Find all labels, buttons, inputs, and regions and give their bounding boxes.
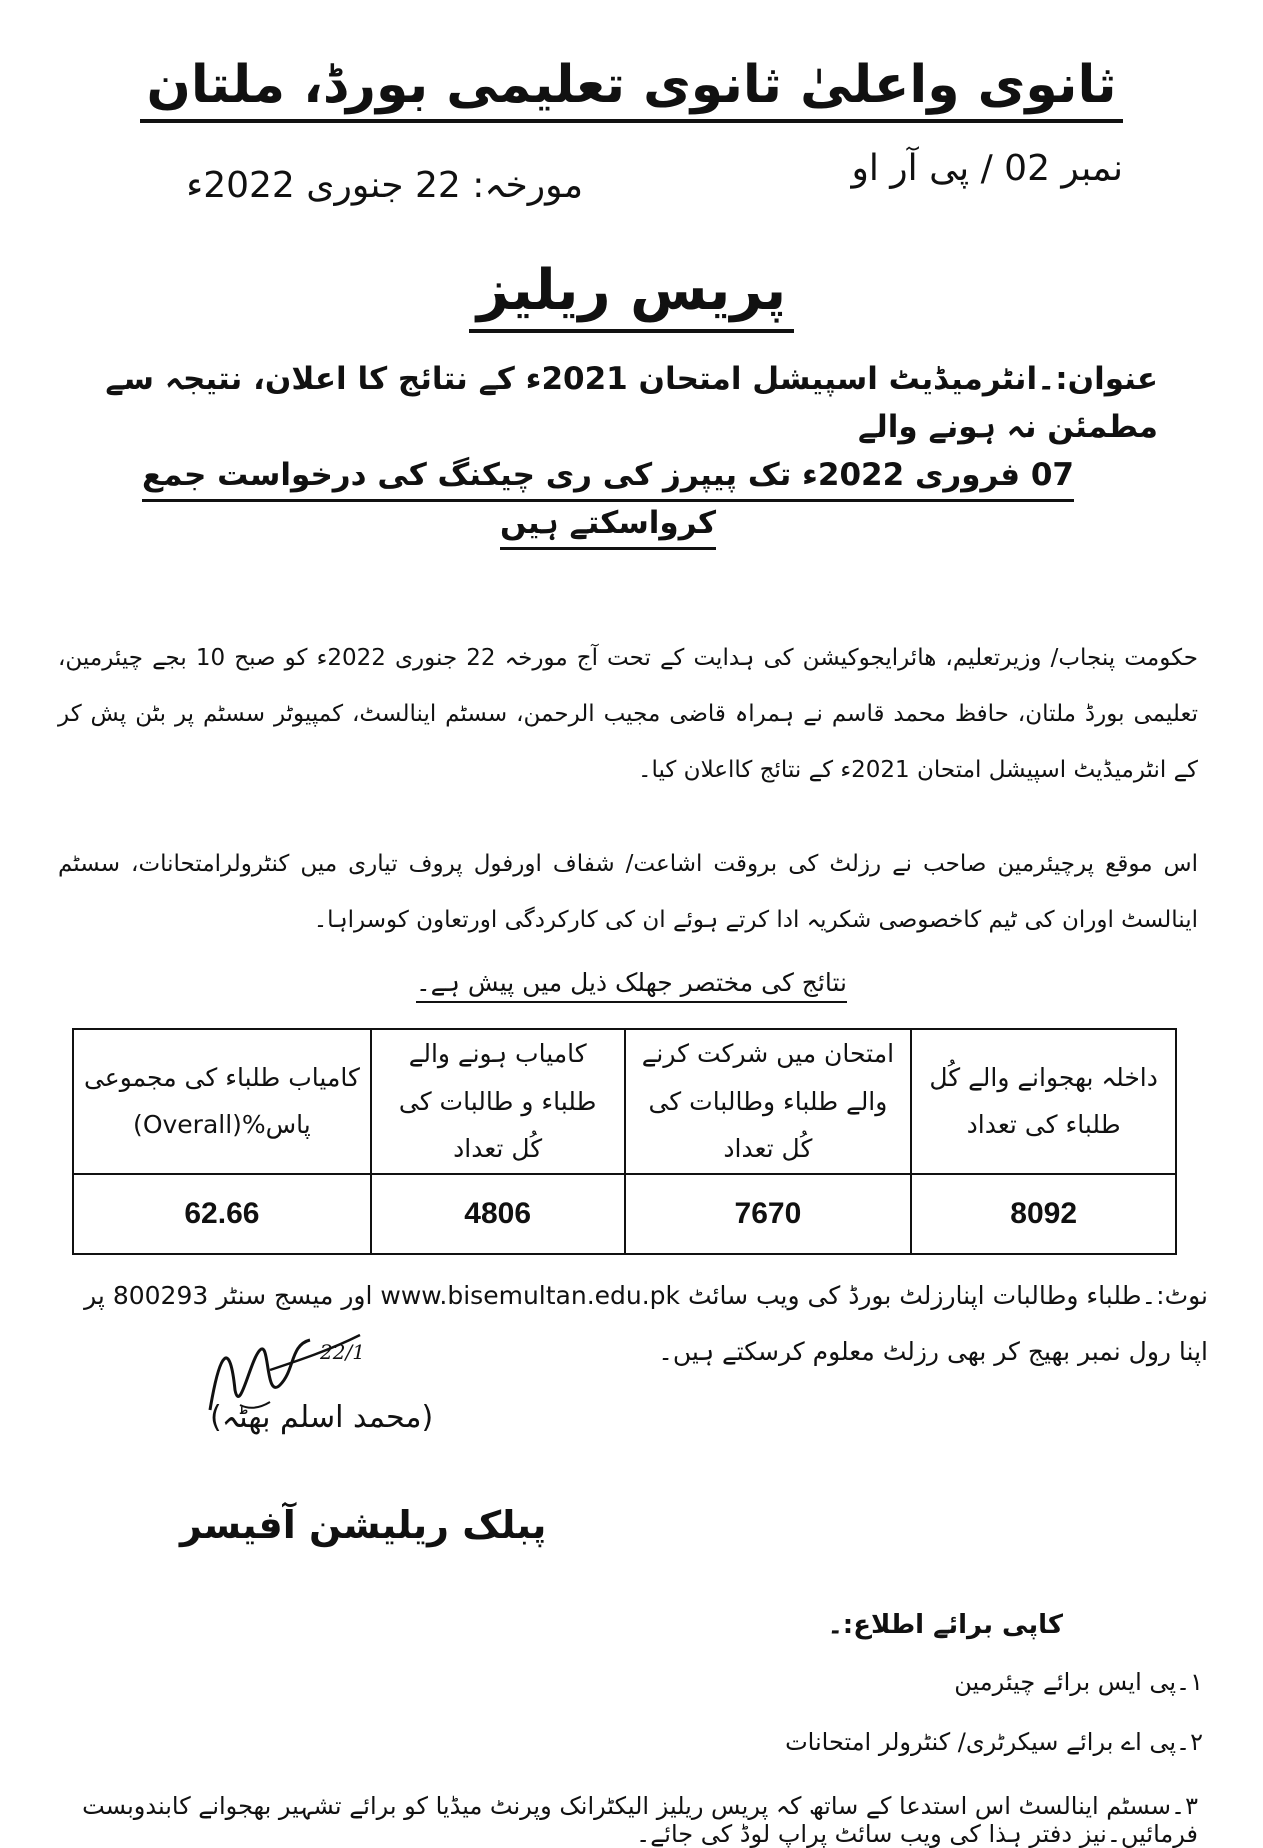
handwritten-date: 22/1 bbox=[320, 1340, 365, 1364]
subject-line-2: 07 فروری 2022ء تک پیپرز کی ری چیکنگ کی درخواست جمع کرواسکتے ہیں bbox=[142, 457, 1074, 550]
header-passed: کامیاب ہونے والے طلباء و طالبات کی کُل تعداد bbox=[371, 1029, 625, 1174]
subject-block bbox=[78, 355, 1158, 547]
results-value-row bbox=[73, 1174, 1176, 1254]
press-release-label: پریس ریلیز bbox=[469, 258, 794, 333]
reference-number: نمبر 02 / پی آر او bbox=[851, 148, 1123, 189]
value-pass-percentage: 62.66 bbox=[73, 1174, 371, 1254]
value-appeared: 7670 bbox=[625, 1174, 912, 1254]
board-name: ثانوی واعلیٰ ثانوی تعلیمی بورڈ، ملتان bbox=[140, 55, 1122, 123]
subject-line-2-wrapper bbox=[78, 451, 1158, 547]
board-title bbox=[0, 52, 1263, 120]
note-text: نوٹ:۔طلباء وطالبات اپنارزلٹ بورڈ کی ویب سائٹ www.bisemultan.edu.pk اور میسج سنٹر 800293 پر اپنا رول نمبر بھیج کر بھی رزلٹ معلوم کرسکتے ہیں۔ bbox=[84, 1281, 1208, 1366]
signatory-name: (محمد اسلم بھٹہ) bbox=[210, 1400, 434, 1435]
signatory-designation: پبلک ریلیشن آفیسر bbox=[180, 1503, 547, 1547]
press-release-title bbox=[0, 258, 1263, 323]
body-paragraph-2: اس موقع پرچیئرمین صاحب نے رزلٹ کی بروقت اشاعت/ شفاف اورفول پروف تیاری میں کنٹرولرامتحانات، سسٹم اینالسٹ اوران کی ٹیم کاخصوصی شکریہ ادا کرتے ہوئے ان کی کارکردگی اورتعاون کوسراہا۔ bbox=[58, 851, 1198, 933]
issue-date: مورخہ: 22 جنوری 2022ء bbox=[186, 165, 583, 206]
copy-item-1: ۱۔پی ایس برائے چیئرمین bbox=[954, 1668, 1203, 1696]
results-intro-text: نتائج کی مختصر جھلک ذیل میں پیش ہے۔ bbox=[416, 968, 847, 1003]
results-intro bbox=[0, 968, 1263, 997]
subject-line-1: عنوان:۔انٹرمیڈیٹ اسپیشل امتحان 2021ء کے نتائج کا اعلان، نتیجہ سے مطمئن نہ ہونے والے bbox=[105, 361, 1158, 446]
body-paragraph-1: حکومت پنجاب/ وزیرتعلیم، ھائرایجوکیشن کی ہدایت کے تحت آج مورخہ 22 جنوری 2022ء کو صبح 10 بجے چیئرمین، تعلیمی بورڈ ملتان، حافظ محمد قاسم نے ہمراہ قاضی مجیب الرحمن، سسٹم اینالسٹ، کمپیوٹر سسٹم پر بٹن پش کر کے انٹرمیڈیٹ اسپیشل امتحان 2021ء کے نتائج کااعلان کیا۔ bbox=[58, 645, 1198, 783]
header-appeared: امتحان میں شرکت کرنے والے طلباء وطالبات کی کُل تعداد bbox=[625, 1029, 912, 1174]
results-header-row bbox=[73, 1029, 1176, 1174]
header-pass-percentage: کامیاب طلباء کی مجموعی پاس%(Overall) bbox=[73, 1029, 371, 1174]
value-total-registered: 8092 bbox=[911, 1174, 1176, 1254]
header-total-registered: داخلہ بھجوانے والے کُل طلباء کی تعداد bbox=[911, 1029, 1176, 1174]
copy-item-2: ۲۔پی اے برائے سیکرٹری/ کنٹرولر امتحانات bbox=[785, 1728, 1203, 1756]
value-passed: 4806 bbox=[371, 1174, 625, 1254]
copy-item-3: ۳۔سسٹم اینالسٹ اس استدعا کے ساتھ کہ پریس ریلیز الیکٹرانک وپرنٹ میڈیا کو برائے تشہیر بھجوانے کابندوبست فرمائیں۔نیز دفتر ہذا کی ویب سائٹ پراپ لوڈ کی جائے۔ bbox=[82, 1792, 1198, 1848]
copy-heading: کاپی برائے اطلاع:۔ bbox=[827, 1610, 1063, 1640]
results-table bbox=[72, 1028, 1177, 1255]
